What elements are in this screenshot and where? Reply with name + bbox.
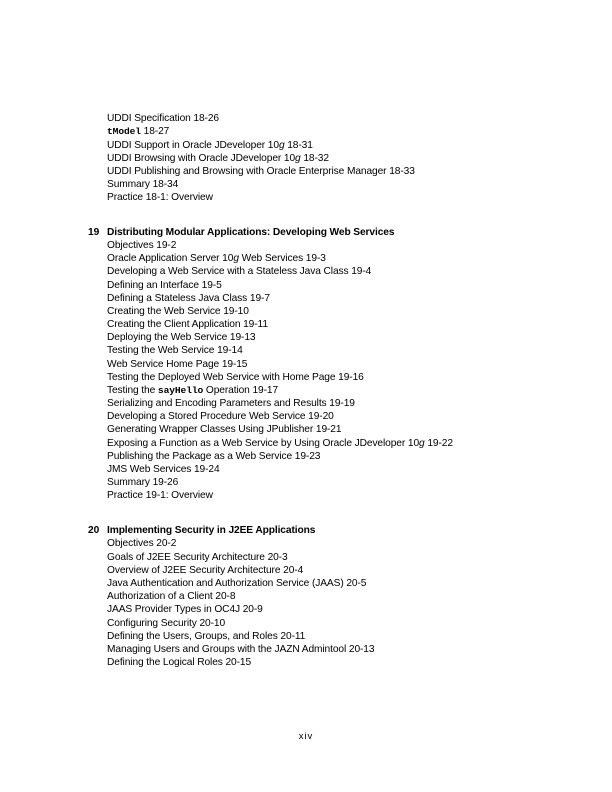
toc-entry: Java Authentication and Authorization Service (JAAS) 20-5: [107, 578, 367, 589]
toc-entry: JMS Web Services 19-24: [107, 464, 220, 475]
toc-entry: Publishing the Package as a Web Service 19-23: [107, 451, 321, 462]
toc-entry: Goals of J2EE Security Architecture 20-3: [107, 552, 288, 563]
toc-entry: Developing a Web Service with a Stateless Java Class 19-4: [107, 266, 372, 277]
toc-entry: Developing a Stored Procedure Web Service 19-20: [107, 411, 334, 422]
toc-entry: Configuring Security 20-10: [107, 618, 226, 629]
toc-entry: Testing the Web Service 19-14: [107, 345, 243, 356]
chapter-number: 19: [88, 227, 100, 238]
toc-entry: Deploying the Web Service 19-13: [107, 332, 256, 343]
entry-text: 18-27: [140, 126, 170, 137]
toc-entry: Practice 19-1: Overview: [107, 490, 213, 501]
toc-entry: Defining a Stateless Java Class 19-7: [107, 293, 270, 304]
code-text: sayHello: [157, 385, 204, 396]
toc-entry: [107, 125, 169, 138]
toc-entry: Serializing and Encoding Parameters and Results 19-19: [107, 398, 355, 409]
italic-text: g: [233, 253, 239, 264]
toc-entry: UDDI Specification 18-26: [107, 113, 219, 124]
toc-entry: UDDI Publishing and Browsing with Oracle Enterprise Manager 18-33: [107, 166, 415, 177]
italic-text: g: [278, 140, 285, 151]
toc-entry: Generating Wrapper Classes Using JPublisher 19-21: [107, 424, 342, 435]
entry-text: Oracle Application Server 10: [107, 253, 234, 264]
toc-entry: Summary 18-34: [107, 179, 179, 190]
entry-text: 18-31: [284, 140, 313, 151]
entry-text: 19-22: [424, 438, 453, 449]
toc-entry: [107, 252, 326, 265]
toc-entry: [107, 437, 453, 450]
toc-entry: [107, 152, 329, 165]
entry-text: Exposing a Function as a Web Service by Using Oracle JDeveloper 10: [107, 438, 420, 449]
chapter-title: Implementing Security in J2EE Applications: [107, 525, 316, 536]
chapter-title: Distributing Modular Applications: Developing Web Services: [107, 227, 395, 238]
toc-entry: JAAS Provider Types in OC4J 20-9: [107, 604, 263, 615]
toc-entry: Creating the Web Service 19-10: [107, 306, 249, 317]
page-number: xiv: [298, 731, 314, 742]
italic-text: g: [295, 153, 301, 164]
entry-text: Web Services 19-3: [238, 253, 326, 264]
entry-text: 18-32: [300, 153, 329, 164]
entry-text: Operation 19-17: [203, 385, 279, 396]
chapter-heading: [88, 524, 315, 537]
toc-entry: Testing the Deployed Web Service with Home Page 19-16: [107, 372, 364, 383]
toc-entry: Authorization of a Client 20-8: [107, 591, 236, 602]
toc-entry: Defining the Logical Roles 20-15: [107, 657, 252, 668]
toc-entry: Web Service Home Page 19-15: [107, 359, 248, 370]
toc-entry: Summary 19-26: [107, 477, 179, 488]
entry-text: UDDI Browsing with Oracle JDeveloper 10: [107, 153, 296, 164]
italic-text: g: [419, 438, 425, 449]
toc-entry: Objectives 19-2: [107, 240, 177, 251]
chapter-heading: [88, 226, 394, 239]
toc-entry: Overview of J2EE Security Architecture 20-4: [107, 565, 304, 576]
entry-text: Testing the: [107, 385, 158, 396]
toc-entry: [107, 139, 313, 152]
toc-entry: Creating the Client Application 19-11: [107, 319, 268, 330]
toc-entry: Managing Users and Groups with the JAZN Admintool 20-13: [107, 644, 375, 655]
entry-text: UDDI Support in Oracle JDeveloper 10: [107, 140, 279, 151]
toc-entry: Objectives 20-2: [107, 538, 177, 549]
chapter-number: 20: [88, 525, 100, 536]
toc-entry: [107, 384, 278, 397]
toc-entry: Practice 18-1: Overview: [107, 192, 213, 203]
code-text: tModel: [107, 126, 141, 137]
toc-entry: Defining the Users, Groups, and Roles 20-11: [107, 631, 306, 642]
toc-entry: Defining an Interface 19-5: [107, 280, 222, 291]
